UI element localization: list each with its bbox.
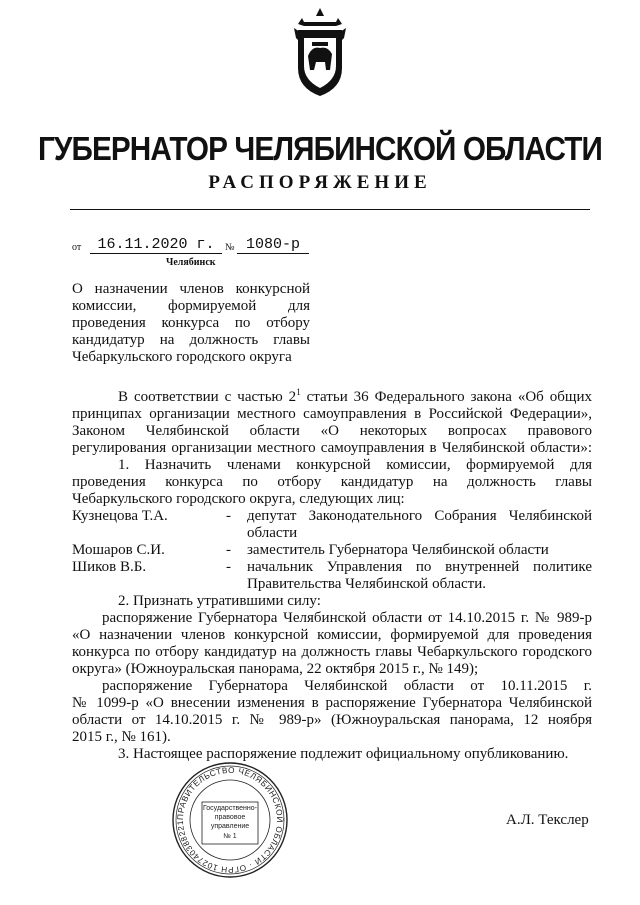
city-label: Челябинск [166,257,216,268]
item3-line: 3. Настоящее распоряжение подлежит официальному опубликованию. [118,746,569,762]
seal-inner-line: № 1 [223,833,237,840]
signatory-name: А.Л. Текслер [506,812,589,828]
item1-line: Чебаркульского городского округа, следующих лиц: [72,491,405,507]
intro-line: регулирования организации местного самоуправления в Челябинской области»: [72,440,592,456]
seal-inner-line: правовое [214,814,246,821]
item2-line: распоряжение Губернатора Челябинской области от 10.11.2015 г. [102,678,592,694]
subject-line: кандидатур на должность главы [72,332,310,348]
coat-of-arms-emblem [290,8,350,98]
item2-line: 2015 г., № 161). [72,729,171,745]
header-divider [70,209,590,210]
subject-line: комиссии, формируемой для [72,298,310,314]
seal-inner-line: Государственно- [202,805,258,812]
subject-line: О назначении членов конкурсной [72,281,310,297]
number-value: 1080-р [237,236,309,254]
member-dash: - [226,559,231,575]
member-role-line: депутат Законодательного Собрания Челябинской [247,508,592,524]
seal-inner-line: управление [210,823,250,830]
member-dash: - [226,508,231,524]
date-number-line [72,236,312,256]
intro-line: Законом Челябинской области «О некоторых вопросах правового [72,423,592,439]
governor-title: ГУБЕРНАТОР ЧЕЛЯБИНСКОЙ ОБЛАСТИ [37,130,602,167]
member-role-line: начальник Управления по внутренней политике [247,559,592,575]
document-type: РАСПОРЯЖЕНИЕ [208,172,432,193]
item1-line: 1. Назначить членами конкурсной комиссии, формируемой для [118,457,592,473]
item2-line: № 1099-р «О внесении изменения в распоряжение Губернатора Челябинской [72,695,592,711]
intro-first-line: В соответствии с частью $2^1$ статьи 36 Федерального закона «Об общих [118,387,592,405]
intro-line: принципах организации местного самоуправления в Российской Федерации», [72,406,592,422]
date-prefix: от [72,242,82,253]
seal-ring-text: ПРАВИТЕЛЬСТВО ЧЕЛЯБИНСКОЙ ОБЛАСТИ · ОГРН 102740388221 [175,765,285,875]
number-prefix: № [225,242,235,253]
item2-line: «О назначении членов конкурсной комиссии, формируемой для проведения [72,627,592,643]
member-role-line: Правительства Челябинской области. [247,576,486,592]
member-role-line: заместитель Губернатора Челябинской области [247,542,549,558]
document-body [72,384,592,763]
member-name: Кузнецова Т.А. [72,508,168,524]
member-row [72,542,592,559]
item2-line: области от 14.10.2015 г. № 989-р» (Южноуральская панорама, 12 ноября [72,712,592,728]
member-name: Шиков В.Б. [72,559,147,575]
item2-line: распоряжение Губернатора Челябинской области от 14.10.2015 г. № 989-р [102,610,592,626]
member-row [72,508,592,542]
superscript: 1 [296,387,301,397]
member-role-line: области [247,525,298,541]
subject-line: проведения конкурса по отбору [72,315,310,331]
member-dash: - [226,542,231,558]
item1-line: проведения конкурса по отбору кандидатур на должность главы [72,474,592,490]
official-seal-stamp [170,760,290,880]
member-row [72,559,592,593]
subject-line: Чебаркульского городского округа [72,349,292,365]
item2-line: конкурса по отбору кандидатур на должность главы Чебаркульского городского [72,644,592,660]
item2-heading: 2. Признать утратившими силу: [118,593,321,609]
member-name: Мошаров С.И. [72,542,165,558]
date-value: 16.11.2020 г. [90,236,222,254]
item2-line: округа» (Южноуральская панорама, 22 октября 2015 г., № 149); [72,661,479,677]
subject-block [72,281,310,366]
